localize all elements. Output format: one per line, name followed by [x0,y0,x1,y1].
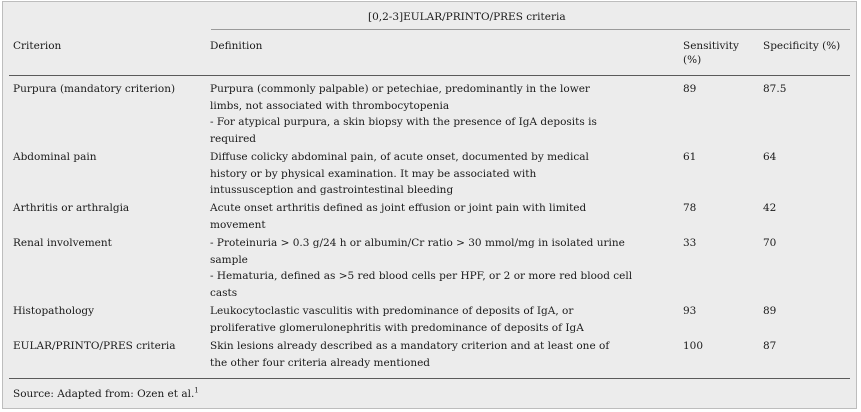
definition-cell [210,81,670,147]
definition-line: the other four criteria already mentioned [210,356,431,369]
specificity-cell: 87 [763,340,777,352]
header-divider [9,75,850,76]
table-source-note [13,387,199,401]
definition-line: Purpura (commonly palpable) or petechiae, predominantly in the lower [210,83,590,95]
criterion-cell: Arthritis or arthralgia [13,202,130,214]
specificity-cell: 42 [763,202,777,214]
specificity-cell: 89 [763,305,777,317]
specificity-cell: 87.5 [763,83,787,95]
definition-line: Leukocytoclastic vasculitis with predominance of deposits of IgA, or [210,305,574,317]
criterion-cell: EULAR/PRINTO/PRES criteria [13,340,176,352]
definition-line: Acute onset arthritis defined as joint effusion or joint pain with limited [210,202,587,214]
definition-line: limbs, not associated with thrombocytopenia [210,99,450,112]
source-text: Source: Adapted from: Ozen et al. [13,388,195,400]
definition-line: Skin lesions already described as a mandatory criterion and at least one of [210,340,610,352]
definition-line: casts [210,286,238,299]
definition-line: - Hematuria, defined as >5 red blood cells per HPF, or 2 or more red blood cell [210,270,633,282]
definition-line: sample [210,253,248,266]
header-sensitivity-line2: (%) [683,54,702,66]
header-specificity: Specificity (%) [763,40,841,52]
sensitivity-cell: 93 [683,305,697,317]
criterion-cell: Purpura (mandatory criterion) [13,83,176,95]
definition-line: required [210,132,257,145]
header-criterion: Criterion [13,40,62,52]
sensitivity-cell: 78 [683,202,697,214]
header-definition: Definition [210,40,263,52]
definition-line: history or by physical examination. It may be associated with [210,167,537,180]
criterion-cell: Renal involvement [13,237,112,249]
criteria-table [2,1,857,409]
footer-divider [9,378,850,379]
criterion-cell: Abdominal pain [13,151,97,163]
table-caption-row [3,2,856,30]
specificity-cell: 64 [763,151,777,163]
definition-line: - For atypical purpura, a skin biopsy with the presence of IgA deposits is [210,116,597,128]
header-sensitivity-line1: Sensitivity [683,40,739,52]
specificity-cell: 70 [763,237,777,249]
header-sensitivity [683,39,739,67]
definition-line: proliferative glomerulonephritis with predominance of deposits of IgA [210,321,584,334]
definition-line: - Proteinuria > 0.3 g/24 h or albumin/Cr ratio > 30 mmol/mg in isolated urine [210,237,625,249]
definition-cell [210,338,670,371]
definition-line: movement [210,218,266,231]
sensitivity-cell: 33 [683,237,697,249]
table-caption: [0,2-3]EULAR/PRINTO/PRES criteria [368,11,566,23]
criterion-cell: Histopathology [13,305,95,317]
definition-cell [210,149,670,199]
definition-cell [210,303,670,336]
definition-cell [210,200,670,233]
definition-line: intussusception and gastrointestinal bleeding [210,184,454,196]
sensitivity-cell: 100 [683,340,704,352]
sensitivity-cell: 89 [683,83,697,95]
sensitivity-cell: 61 [683,151,697,163]
source-reference-number: 1 [194,386,199,395]
definition-line: Diffuse colicky abdominal pain, of acute onset, documented by medical [210,151,589,163]
definition-cell [210,235,670,301]
caption-divider [211,29,850,30]
